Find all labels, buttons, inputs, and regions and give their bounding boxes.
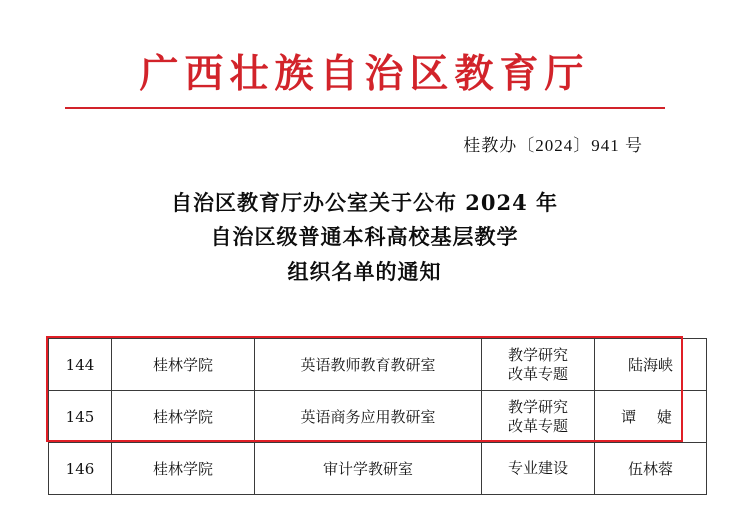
page-title-line-1: 自治区教育厅办公室关于公布 2024 年 (170, 189, 559, 215)
document-header (0, 0, 729, 109)
row-unit-name: 英语商务应用教研室 (255, 391, 482, 443)
row-organization: 桂林学院 (112, 339, 255, 391)
table-row (49, 391, 707, 443)
row-index: 145 (49, 391, 112, 443)
page-title-line-2: 自治区级普通本科高校基层教学 (210, 224, 519, 250)
row-category-line-2: 改革专题 (507, 416, 568, 435)
row-category-line-2: 改革专题 (507, 364, 568, 383)
table-row (49, 443, 707, 495)
page-title (0, 186, 729, 290)
row-index: 146 (49, 443, 112, 495)
page-title-line-3: 组织名单的通知 (287, 259, 442, 285)
document-number-row (0, 131, 729, 156)
document-number: 桂教办〔2024〕941 号 (463, 135, 643, 155)
row-person: 谭 婕 (595, 391, 707, 443)
header-red-rule (65, 107, 665, 109)
row-organization: 桂林学院 (112, 443, 255, 495)
issuer-title: 广西壮族自治区教育厅 (139, 51, 590, 97)
row-index: 144 (49, 339, 112, 391)
row-category (482, 339, 595, 391)
row-organization: 桂林学院 (112, 391, 255, 443)
row-unit-name: 英语教师教育教研室 (255, 339, 482, 391)
listing-table-wrap (48, 338, 681, 495)
row-unit-name: 审计学教研室 (255, 443, 482, 495)
row-person: 伍林蓉 (595, 443, 707, 495)
table-row (49, 339, 707, 391)
listing-table (48, 338, 707, 495)
row-person: 陆海峡 (595, 339, 707, 391)
row-category: 专业建设 (482, 443, 595, 495)
row-category (482, 391, 595, 443)
row-category-line-1: 教学研究 (507, 397, 568, 416)
row-category-line-1: 教学研究 (507, 345, 568, 364)
